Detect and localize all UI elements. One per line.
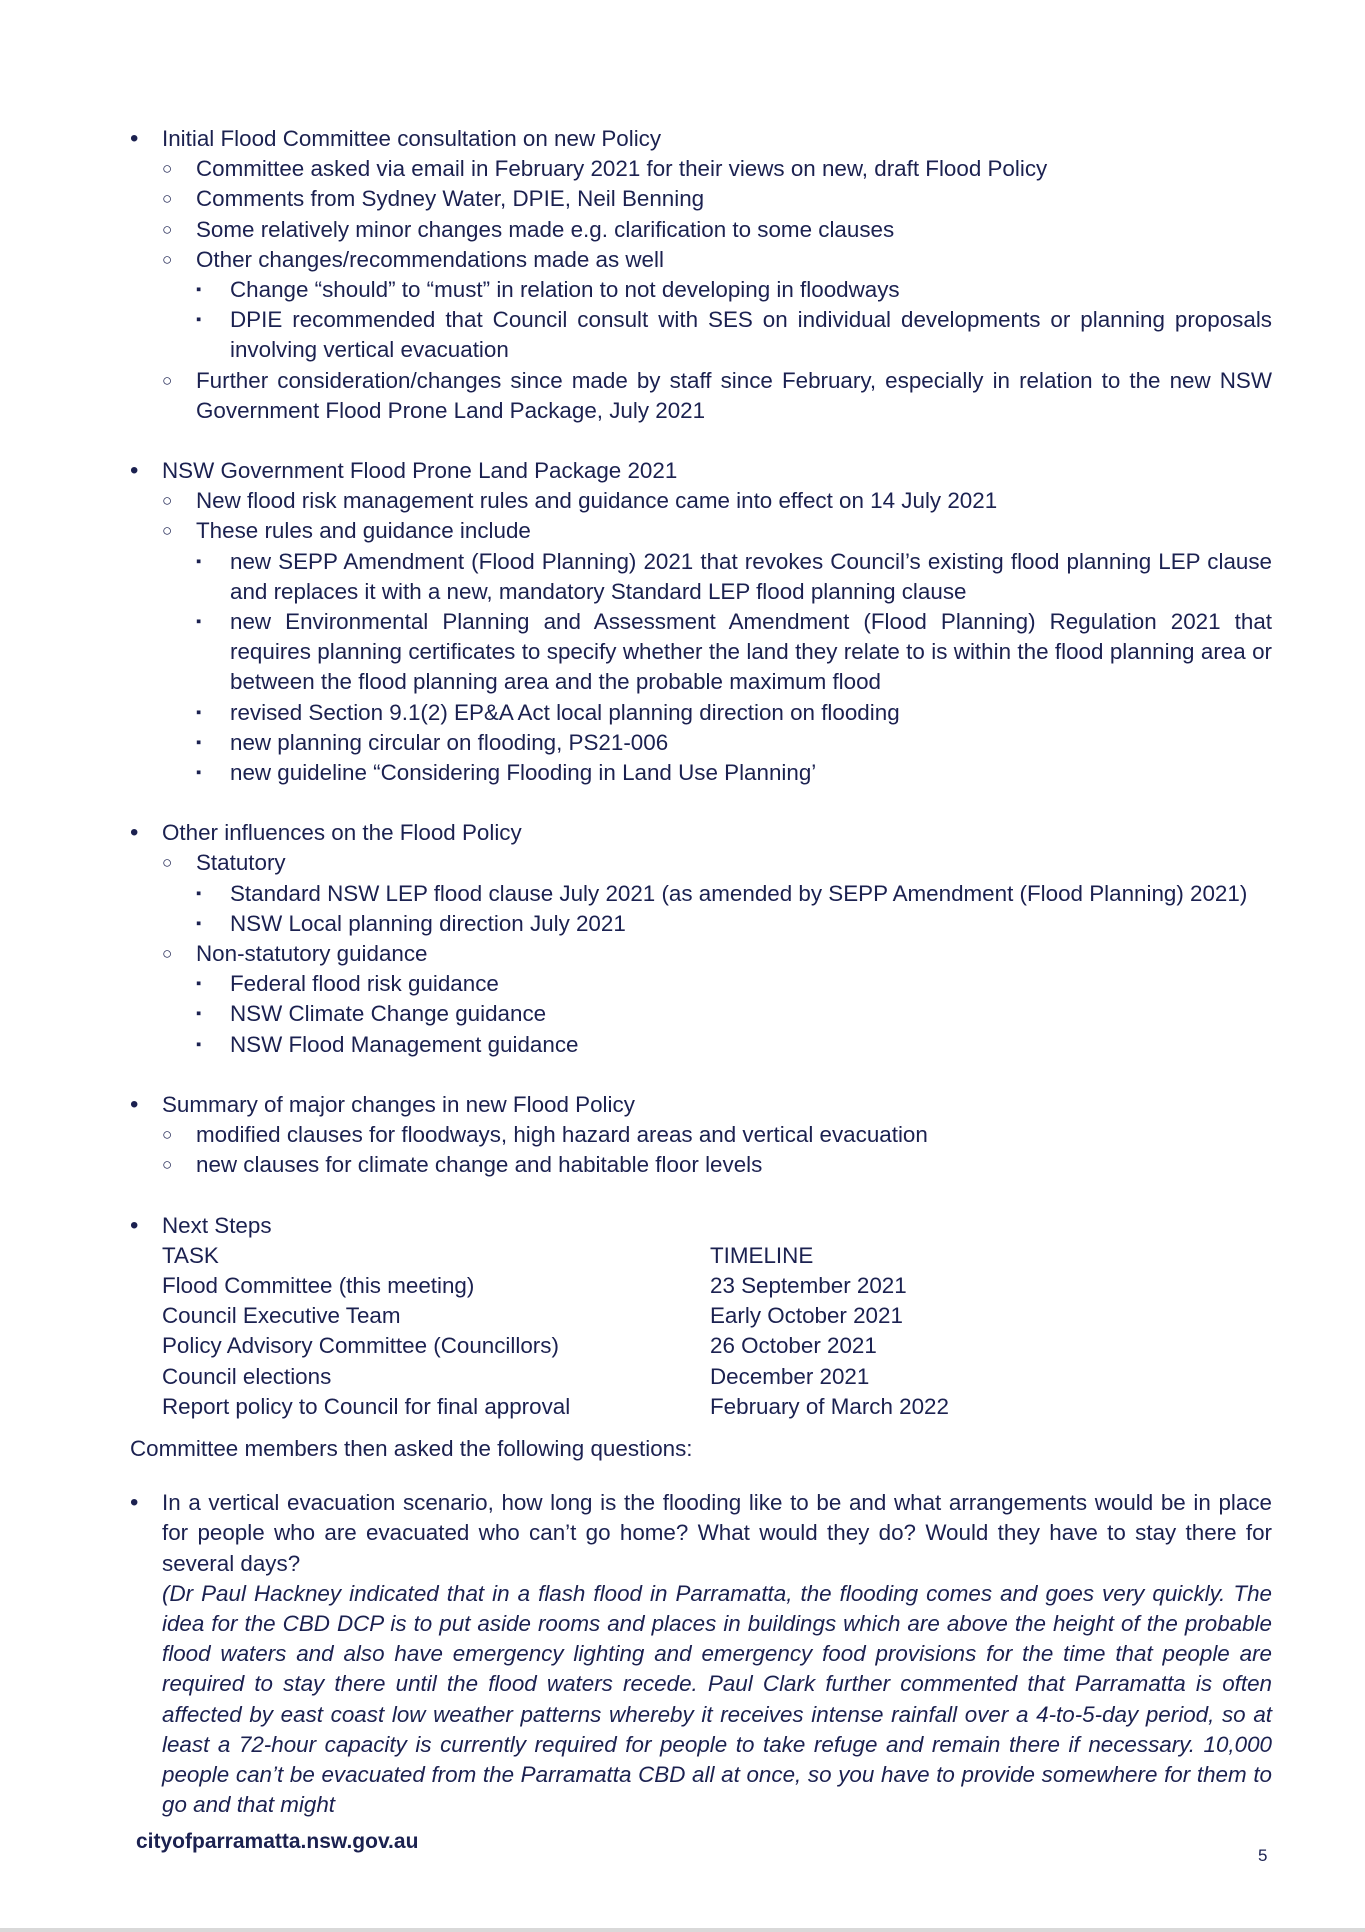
bullet-circle-icon: ○ [162, 189, 173, 209]
bullet-square-icon: ▪ [196, 311, 202, 329]
table-row [162, 1362, 949, 1392]
bullet-section [130, 1090, 1272, 1181]
next-steps-section [130, 1211, 1272, 1422]
bullet-square-icon: ▪ [196, 764, 202, 782]
table-row [162, 1301, 949, 1331]
sub-item-text: Statutory [196, 850, 286, 876]
sub-item-text: Some relatively minor changes made e.g. clarification to some clauses [196, 216, 895, 242]
task-cell: Council Executive Team [162, 1303, 401, 1329]
sub-sub-item [196, 999, 1272, 1029]
sub-sub-item [196, 1030, 1272, 1060]
bullet-square-icon: ▪ [196, 552, 202, 570]
next-steps-title: Next Steps [162, 1212, 272, 1238]
sub-sub-list [196, 275, 1272, 366]
sub-sub-item-text: NSW Climate Change guidance [230, 1001, 547, 1027]
task-cell: Report policy to Council for final approval [162, 1393, 571, 1419]
sub-sub-item-text: new guideline “Considering Flooding in Land Use Planning’ [230, 760, 817, 786]
bullet-square-icon: ▪ [196, 613, 202, 631]
section-title: Other influences on the Flood Policy [162, 820, 522, 846]
sub-sub-item [196, 909, 1272, 939]
sub-item [162, 1150, 1272, 1180]
timeline-table [162, 1241, 949, 1422]
section-title: Summary of major changes in new Flood Policy [162, 1091, 635, 1117]
sub-list [162, 848, 1272, 1059]
page-number: 5 [1258, 1846, 1268, 1865]
page-content [130, 124, 1272, 1820]
task-cell: Council elections [162, 1363, 332, 1389]
sub-item-text: Non-statutory guidance [196, 941, 428, 967]
page-bottom-edge [0, 1928, 1365, 1932]
sub-sub-item [196, 275, 1272, 305]
sub-item-text: Further consideration/changes since made by staff since February, especially in relation to the new NSW Government Flood Prone Land Package, July 2021 [196, 367, 1272, 423]
sub-sub-item-text: new Environmental Planning and Assessment Amendment (Flood Planning) Regulation 2021 that requires planning certificates to specify whether the land they relate to is within the flood planning area or between the flood planning area and the probable maximum flood [230, 609, 1272, 695]
bullet-square-icon: ▪ [196, 703, 202, 721]
sub-item [162, 366, 1272, 426]
sub-sub-item-text: new planning circular on flooding, PS21-006 [230, 729, 669, 755]
section-bullet [130, 124, 1272, 426]
sub-sub-item-text: NSW Local planning direction July 2021 [230, 910, 626, 936]
questions-intro: Committee members then asked the following questions: [130, 1435, 693, 1461]
question-bullet [130, 1488, 1272, 1820]
bullet-disc-icon: • [130, 819, 139, 847]
sub-sub-item-text: Change “should” to “must” in relation to not developing in floodways [230, 277, 900, 303]
sub-item-text: Committee asked via email in February 2021 for their views on new, draft Flood Policy [196, 156, 1048, 182]
bullet-square-icon: ▪ [196, 975, 202, 993]
timeline-cell: 26 October 2021 [710, 1333, 877, 1359]
sub-item-text: These rules and guidance include [196, 518, 531, 544]
column-header-timeline: TIMELINE [710, 1242, 814, 1268]
bullet-section [130, 456, 1272, 788]
bullet-square-icon: ▪ [196, 914, 202, 932]
timeline-cell: February of March 2022 [710, 1393, 949, 1419]
answer-text: (Dr Paul Hackney indicated that in a flash flood in Parramatta, the flooding comes and goes very quickly. The idea for the CBD DCP is to put aside rooms and places in buildings which are above the height of the probable flood waters and also have emergency lighting and emergency food provisions for the time that people are required to stay there until the flood waters recede. Paul Clark further commented that Parramatta is often affected by east coast low weather patterns whereby it receives intense rainfall over a 4-to-5-day period, so at least a 72-hour capacity is currently required for people to take refuge and remain there if necessary. 10,000 people can’t be evacuated from the Parramatta CBD all at once, so you have to provide somewhere for them to go and that might [162, 1580, 1272, 1818]
bullet-circle-icon: ○ [162, 159, 173, 179]
bullet-disc-icon: • [130, 1090, 139, 1118]
bullet-section [130, 124, 1272, 426]
bullet-square-icon: ▪ [196, 733, 202, 751]
section-title: Initial Flood Committee consultation on new Policy [162, 126, 662, 151]
timeline-cell: 23 September 2021 [710, 1272, 907, 1298]
question-section [130, 1488, 1272, 1820]
sub-item [162, 848, 1272, 939]
sub-sub-item [196, 607, 1272, 698]
bullet-circle-icon: ○ [162, 491, 173, 511]
bullet-square-icon: ▪ [196, 281, 202, 299]
column-header-task: TASK [162, 1242, 219, 1268]
bullet-section [130, 818, 1272, 1060]
task-cell: Flood Committee (this meeting) [162, 1272, 475, 1298]
sub-item-text: Other changes/recommendations made as well [196, 246, 664, 272]
sub-list [162, 1120, 1272, 1180]
sub-sub-item-text: revised Section 9.1(2) EP&A Act local planning direction on flooding [230, 699, 900, 725]
section-bullet [130, 1090, 1272, 1181]
sub-sub-item [196, 758, 1272, 788]
bullet-disc-icon: • [130, 1211, 139, 1239]
timeline-cell: December 2021 [710, 1363, 870, 1389]
bullet-disc-icon: • [130, 125, 139, 152]
sub-sub-list [196, 547, 1272, 789]
bullet-square-icon: ▪ [196, 1005, 202, 1023]
bullet-circle-icon: ○ [162, 370, 173, 390]
bullet-circle-icon: ○ [162, 521, 173, 541]
section-bullet [130, 818, 1272, 1060]
bullet-square-icon: ▪ [196, 1035, 202, 1053]
bullet-circle-icon: ○ [162, 249, 173, 269]
sub-item [162, 1120, 1272, 1150]
bullet-circle-icon: ○ [162, 219, 173, 239]
section-title: NSW Government Flood Prone Land Package 2021 [162, 458, 678, 484]
sub-sub-item-text: Standard NSW LEP flood clause July 2021 (as amended by SEPP Amendment (Flood Planning) 2021) [230, 880, 1248, 906]
bullet-circle-icon: ○ [162, 853, 173, 873]
table-row [162, 1392, 949, 1422]
bullet-disc-icon: • [130, 457, 139, 485]
sub-item [162, 154, 1272, 184]
sub-sub-item [196, 698, 1272, 728]
sub-list [162, 486, 1272, 788]
task-cell: Policy Advisory Committee (Councillors) [162, 1333, 559, 1359]
sub-item-text: new clauses for climate change and habitable floor levels [196, 1152, 763, 1178]
sub-list [162, 154, 1272, 426]
table-row [162, 1331, 949, 1361]
sub-sub-list [196, 879, 1272, 939]
bullet-circle-icon: ○ [162, 1125, 173, 1145]
table-header-row [162, 1241, 949, 1271]
sub-item [162, 215, 1272, 245]
sub-item [162, 184, 1272, 214]
sub-sub-item-text: Federal flood risk guidance [230, 971, 499, 997]
section-bullet [130, 456, 1272, 788]
sub-sub-item-text: NSW Flood Management guidance [230, 1031, 579, 1057]
bullet-circle-icon: ○ [162, 1155, 173, 1175]
section-bullet [130, 1211, 1272, 1422]
sub-sub-item [196, 728, 1272, 758]
sub-sub-item [196, 547, 1272, 607]
sub-item-text: Comments from Sydney Water, DPIE, Neil Benning [196, 186, 705, 212]
sub-sub-item [196, 879, 1272, 909]
bullet-disc-icon: • [130, 1489, 139, 1517]
bullet-square-icon: ▪ [196, 884, 202, 902]
sub-item-text: modified clauses for floodways, high hazard areas and vertical evacuation [196, 1122, 928, 1148]
table-row [162, 1271, 949, 1301]
sub-sub-item [196, 305, 1272, 365]
sub-sub-item-text: DPIE recommended that Council consult with SES on individual developments or planning proposals involving vertical evacuation [230, 307, 1272, 363]
sub-item [162, 939, 1272, 1060]
question-text: In a vertical evacuation scenario, how long is the flooding like to be and what arrangements would be in place for people who are evacuated who can’t go home? What would they do? Would they have to stay there for several days? [162, 1490, 1272, 1576]
sub-item [162, 516, 1272, 788]
sub-item [162, 245, 1272, 366]
sub-item [162, 486, 1272, 516]
sub-sub-list [196, 969, 1272, 1060]
sub-sub-item [196, 969, 1272, 999]
footer-url: cityofparramatta.nsw.gov.au [136, 1830, 419, 1853]
sub-sub-item-text: new SEPP Amendment (Flood Planning) 2021 that revokes Council’s existing flood planning LEP clause and replaces it with a new, mandatory Standard LEP flood planning clause [230, 548, 1272, 604]
bullet-circle-icon: ○ [162, 944, 173, 964]
timeline-cell: Early October 2021 [710, 1303, 903, 1329]
sub-item-text: New flood risk management rules and guidance came into effect on 14 July 2021 [196, 488, 998, 514]
